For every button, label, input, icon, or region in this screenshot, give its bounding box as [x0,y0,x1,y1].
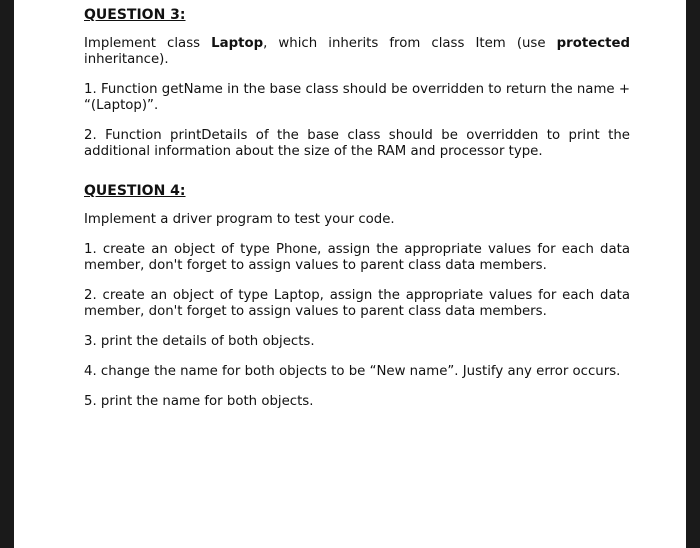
question-4-item-2: 2. create an object of type Laptop, assign the appropriate values for each data member, don't forget to assign values to parent class data members. [84,288,630,319]
keyword-protected: protected [556,36,630,51]
right-dark-margin [686,0,700,548]
intro-text-2: , which inherits from class Item (use [263,36,557,51]
intro-text-1: Implement class [84,36,212,51]
question-4-item-4: 4. change the name for both objects to be “New name”. Justify any error occurs. [84,364,621,379]
left-dark-margin [0,0,14,548]
question-3-item-2: 2. Function printDetails of the base class should be overridden to print the additional information about the size of the RAM and processor type. [84,128,630,159]
document-content [84,6,630,410]
intro-text-3: inheritance). [84,52,169,67]
question-4-item-1: 1. create an object of type Phone, assign the appropriate values for each data member, don't forget to assign values to parent class data members. [84,242,630,273]
question-4-item-3: 3. print the details of both objects. [84,334,315,349]
question-3-intro [84,36,630,68]
question-3-heading: QUESTION 3: [84,7,186,23]
question-4-intro: Implement a driver program to test your code. [84,212,395,227]
question-3-item-1: 1. Function getName in the base class should be overridden to return the name + “(Laptop)”. [84,82,630,113]
class-name-laptop: Laptop [211,36,264,51]
question-4-heading: QUESTION 4: [84,183,186,199]
question-4-item-5: 5. print the name for both objects. [84,394,314,409]
document-page [14,0,686,548]
